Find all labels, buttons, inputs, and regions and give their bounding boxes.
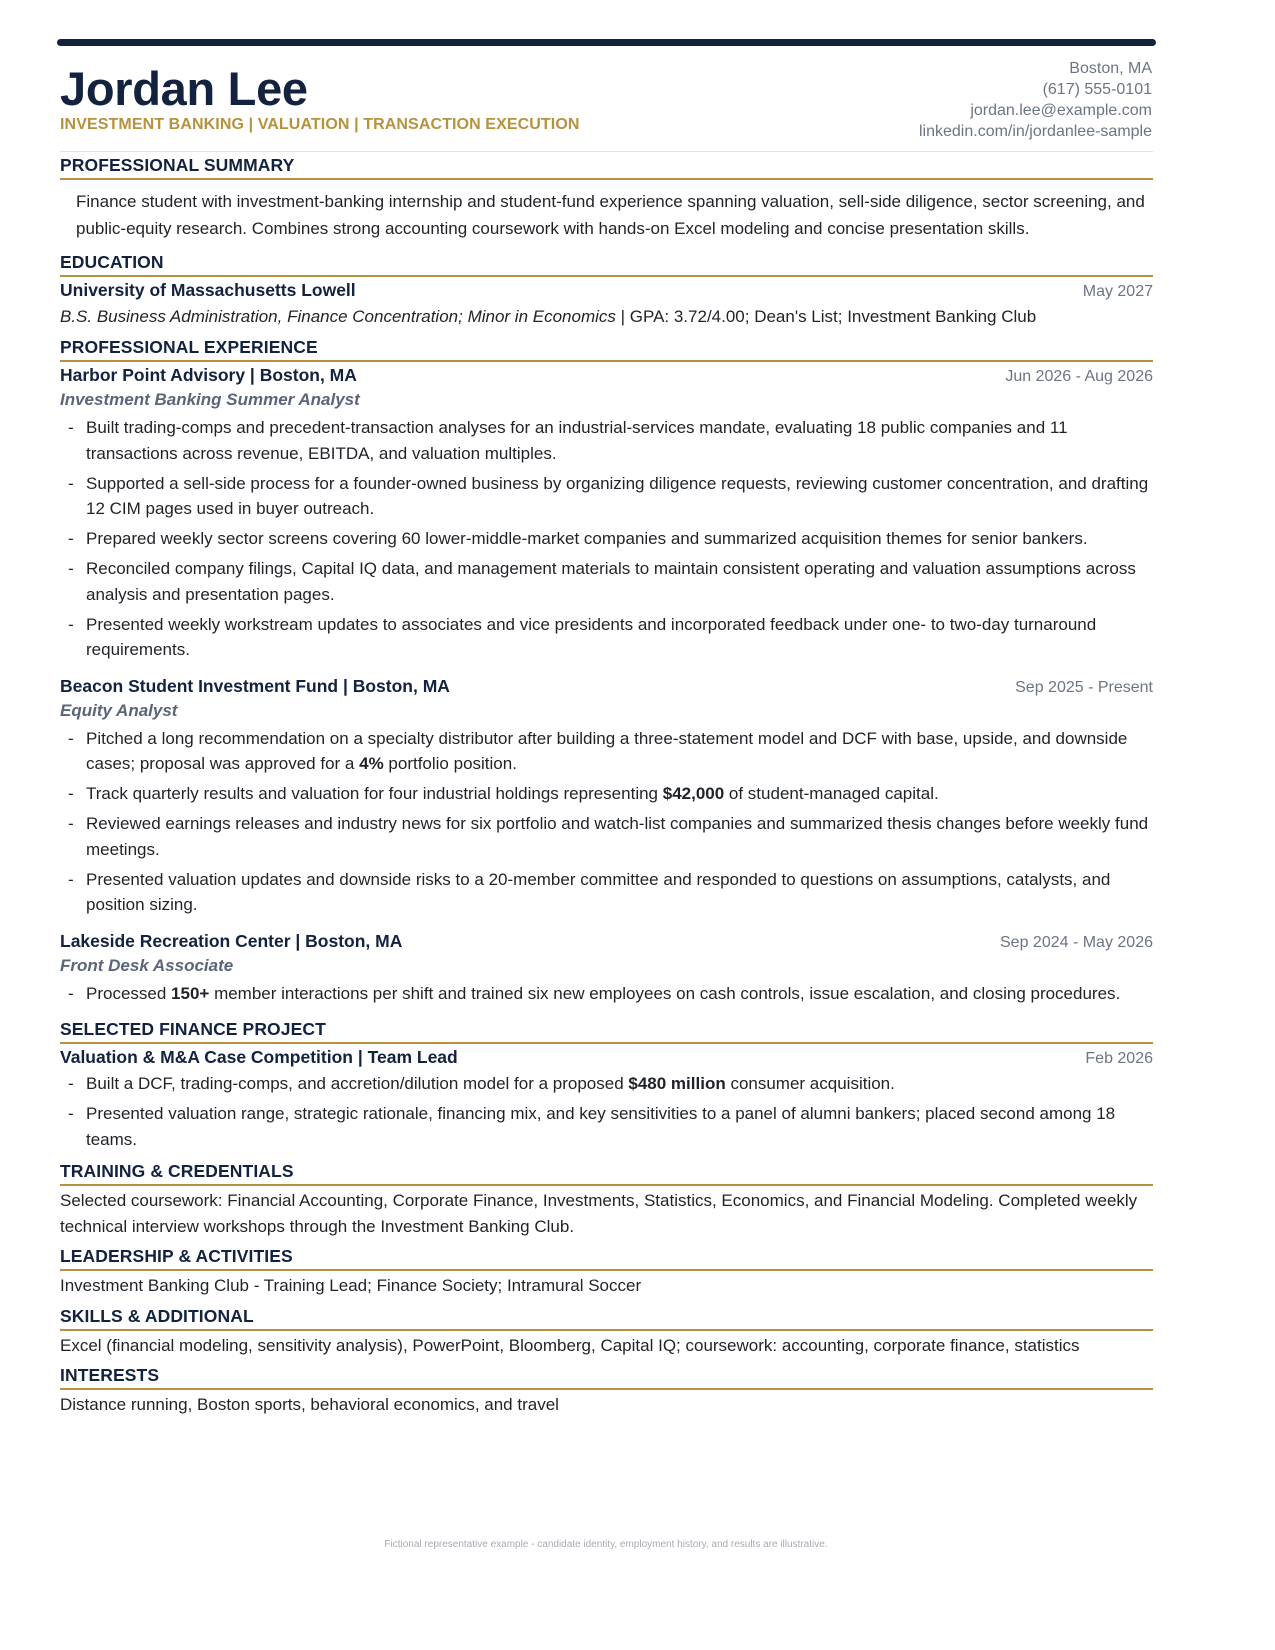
- contact-location: Boston, MA: [1069, 60, 1152, 77]
- resume-body: [60, 152, 1153, 1418]
- experience-section: [60, 337, 1153, 1006]
- bullet-text: Prepared weekly sector screens covering 60 lower-middle-market companies and summarized acquisition themes for senior bankers.: [86, 529, 1088, 548]
- bullet-item: [66, 471, 1153, 522]
- job-dates: Jun 2026 - Aug 2026: [1005, 368, 1153, 385]
- job-dates: Sep 2024 - May 2026: [1000, 933, 1153, 951]
- contact-block: [919, 58, 1152, 142]
- bullet-text: Built a DCF, trading-comps, and accretion/dilution model for a proposed: [86, 1074, 629, 1093]
- leadership-text: Investment Banking Club - Training Lead; Finance Society; Intramural Soccer: [60, 1276, 642, 1295]
- education-extras: | GPA: 3.72/4.00; Dean's List; Investment Banking Club: [615, 307, 1037, 326]
- job-list: [60, 365, 1153, 1006]
- degree: B.S. Business Administration, Finance Concentration; Minor in Economics: [60, 307, 616, 326]
- bullet-text: Processed: [86, 983, 172, 1003]
- resume-header: [60, 55, 1152, 151]
- section-title: PROFESSIONAL SUMMARY: [60, 155, 1153, 180]
- education-details: [60, 306, 1153, 328]
- job-entry: [60, 365, 1153, 663]
- bullet-item: [66, 526, 1153, 552]
- skills-text: Excel (financial modeling, sensitivity analysis), PowerPoint, Bloomberg, Capital IQ; coursework: accounting, corporate finance, statistics: [60, 1335, 1080, 1355]
- job-entry: [60, 931, 1153, 1007]
- bullet-text: Supported a sell-side process for a founder-owned business by organizing diligence requests, reviewing customer concentration, and drafting 12 CIM pages used in buyer outreach.: [86, 473, 1149, 518]
- top-accent-bar: [57, 39, 1156, 46]
- bullet-text: Presented valuation range, strategic rationale, financing mix, and key sensitivities to a panel of alumni bankers; placed second among 18 teams.: [86, 1104, 1116, 1149]
- interests-section: [60, 1365, 1153, 1418]
- bullet-item: [66, 811, 1153, 862]
- section-title: SELECTED FINANCE PROJECT: [60, 1019, 1153, 1044]
- bullet-text: Presented valuation updates and downside risks to a 20-member committee and responded to questions on assumptions, catalysts, and position sizing.: [86, 869, 1111, 914]
- bullet-item: [66, 415, 1153, 466]
- interests-text: Distance running, Boston sports, behavioral economics, and travel: [60, 1395, 559, 1414]
- job-title: Investment Banking Summer Analyst: [60, 390, 360, 409]
- education-date: May 2027: [1082, 283, 1153, 300]
- bullet-text: of student-managed capital.: [724, 784, 939, 803]
- bullet-text: member interactions per shift and trained six new employees on cash controls, issue escalation, and closing procedures.: [209, 983, 1121, 1003]
- job-bullets: [60, 726, 1153, 918]
- project-name: Valuation & M&A Case Competition | Team Lead: [60, 1047, 458, 1067]
- bullet-text: consumer acquisition.: [725, 1074, 895, 1093]
- training-text: Selected coursework: Financial Accounting, Corporate Finance, Investments, Statistics, Economics, and Financial Modeling. Completed weekly technical interview workshops through the Investment Banking Club.: [60, 1191, 1138, 1236]
- bullet-text: Reviewed earnings releases and industry news for six portfolio and watch-list companies and summarized thesis changes before weekly fund meetings.: [86, 814, 1149, 859]
- job-title: Equity Analyst: [60, 700, 178, 720]
- footer-note: Fictional representative example - candidate identity, employment history, and results are illustrative.: [384, 1539, 828, 1550]
- section-title: LEADERSHIP & ACTIVITIES: [60, 1246, 1153, 1271]
- bullet-highlight: $42,000: [662, 784, 725, 803]
- candidate-name: Jordan Lee: [60, 62, 308, 115]
- bullet-text: Reconciled company filings, Capital IQ data, and management materials to maintain consistent operating and valuation assumptions across analysis and presentation pages.: [86, 559, 1136, 604]
- section-title: PROFESSIONAL EXPERIENCE: [60, 337, 1153, 362]
- job-header: [60, 365, 1153, 389]
- bullet-text: portfolio position.: [383, 754, 517, 773]
- employer-name: Harbor Point Advisory | Boston, MA: [60, 365, 357, 385]
- job-bullets: [60, 415, 1153, 663]
- employer-name: Lakeside Recreation Center | Boston, MA: [60, 930, 403, 951]
- job-header: [60, 676, 1153, 700]
- bullet-item: [66, 981, 1153, 1007]
- section-title: TRAINING & CREDENTIALS: [60, 1161, 1153, 1186]
- bullet-highlight: 4%: [359, 754, 384, 773]
- bullet-highlight: $480 million: [628, 1074, 726, 1093]
- section-title: INTERESTS: [60, 1365, 1153, 1390]
- bullet-item: [66, 1101, 1153, 1152]
- summary-text: Finance student with investment-banking internship and student-fund experience spanning valuation, sell-side diligence, sector screening, and public-equity research. Combines strong accounting coursework with hands-on Excel modeling and concise presentation skills.: [76, 192, 1145, 238]
- summary-section: [60, 155, 1153, 242]
- candidate-tagline: INVESTMENT BANKING | VALUATION | TRANSACTION EXECUTION: [60, 116, 580, 133]
- section-title: EDUCATION: [60, 252, 1153, 277]
- employer-name: Beacon Student Investment Fund | Boston, MA: [60, 675, 450, 696]
- job-dates: Sep 2025 - Present: [1015, 678, 1153, 696]
- school-name: University of Massachusetts Lowell: [60, 280, 356, 300]
- leadership-section: [60, 1246, 1153, 1299]
- contact-phone: (617) 555-0101: [1042, 81, 1152, 98]
- bullet-item: [66, 556, 1153, 607]
- bullet-item: [66, 726, 1153, 777]
- section-title: SKILLS & ADDITIONAL: [60, 1306, 1153, 1331]
- project-bullets: [60, 1071, 1153, 1152]
- bullet-item: [66, 612, 1153, 663]
- job-bullets: [60, 981, 1153, 1007]
- bullet-item: [66, 1071, 1153, 1097]
- job-entry: [60, 676, 1153, 918]
- bullet-text: Built trading-comps and precedent-transaction analyses for an industrial-services mandate, evaluating 18 public companies and 11 transactions across revenue, EBITDA, and valuation multiples.: [86, 418, 1068, 463]
- bullet-text: Track quarterly results and valuation for four industrial holdings representing: [86, 784, 663, 803]
- project-date: Feb 2026: [1085, 1050, 1153, 1067]
- education-section: [60, 252, 1153, 328]
- job-title: Front Desk Associate: [60, 955, 234, 975]
- education-entry: [60, 280, 1153, 304]
- bullet-item: [66, 867, 1153, 918]
- project-section: [60, 1019, 1153, 1152]
- job-header: [60, 931, 1153, 955]
- bullet-highlight: 150+: [171, 983, 210, 1003]
- bullet-text: Pitched a long recommendation on a specialty distributor after building a three-statement model and DCF with base, upside, and downside cases; proposal was approved for a: [86, 728, 1128, 773]
- skills-section: [60, 1306, 1153, 1359]
- training-section: [60, 1161, 1153, 1239]
- contact-email[interactable]: jordan.lee@example.com: [970, 102, 1152, 119]
- contact-linkedin[interactable]: linkedin.com/in/jordanlee-sample: [918, 123, 1152, 140]
- bullet-item: [66, 781, 1153, 807]
- bullet-text: Presented weekly workstream updates to associates and vice presidents and incorporated feedback under one- to two-day turnaround requirements.: [86, 614, 1097, 659]
- project-entry: [60, 1047, 1153, 1071]
